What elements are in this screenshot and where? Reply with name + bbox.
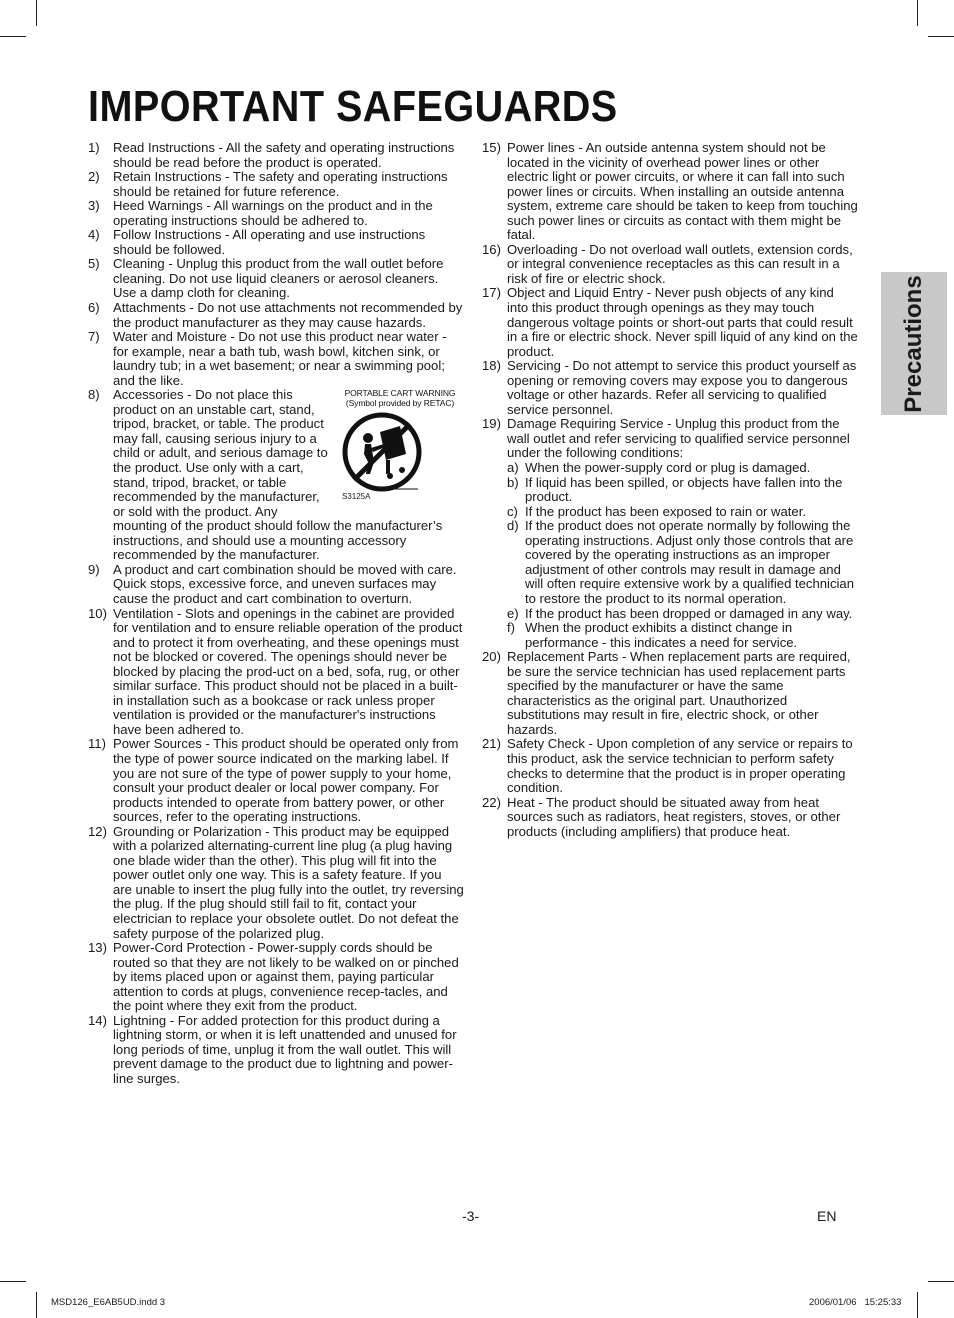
- safeguard-item: [88, 170, 464, 199]
- condition-text: When the power-supply cord or plug is damaged.: [525, 460, 811, 476]
- crop-mark: [928, 36, 954, 37]
- item-text: Damage Requiring Service - Unplug this product from the wall outlet and refer servicing to qualified service personnel under the following conditions:: [507, 416, 850, 461]
- condition-item: [507, 519, 858, 606]
- safeguard-item: [482, 650, 858, 737]
- condition-text: When the product exhibits a distinct change in performance - this indicates a need for service.: [525, 620, 798, 650]
- item-text: Follow Instructions - All operating and use instructions should be followed.: [113, 227, 426, 257]
- item-text: Overloading - Do not overload wall outlets, extension cords, or integral convenience receptacles as this can result in a risk of fire or electric shock.: [507, 241, 853, 286]
- crop-mark: [917, 1292, 918, 1318]
- item-number: 11): [88, 736, 106, 752]
- item-number: 22): [482, 794, 501, 810]
- safeguard-item: [482, 417, 858, 650]
- cart-symbol-code: S3125A: [342, 492, 371, 502]
- item-text: A product and cart combination should be moved with care. Quick stops, excessive force, and uneven surfaces may cause the product and cart combination to overturn.: [113, 561, 457, 606]
- crop-mark: [0, 36, 26, 37]
- item-text: Power-Cord Protection - Power-supply cords should be routed so that they are not likely to be walked on or pinched by items placed upon or against them, paying particular attention to cords at plugs, convenience recep-tacles, and the point where they exit from the product.: [113, 940, 459, 1014]
- item-number: 9): [88, 561, 100, 577]
- footer-timestamp: 2006/01/06 15:25:33: [809, 1297, 902, 1308]
- footer-file: MSD126_E6AB5UD.indd 3: [51, 1297, 166, 1308]
- item-number: 18): [482, 358, 501, 374]
- safeguard-item: [482, 141, 858, 243]
- crop-mark: [36, 1292, 37, 1318]
- section-tab: [881, 272, 947, 415]
- condition-list: [507, 461, 858, 650]
- safeguard-item: [88, 141, 464, 170]
- item-number: 14): [88, 1012, 107, 1028]
- safeguard-item: [88, 825, 464, 941]
- condition-text: If liquid has been spilled, or objects have fallen into the product.: [525, 474, 843, 505]
- condition-item: [507, 505, 858, 520]
- condition-item: [507, 621, 858, 650]
- item-number: 13): [88, 940, 107, 956]
- item-text: Object and Liquid Entry - Never push objects of any kind into this product through openings as they may touch dangerous voltage points or short-out parts that could result in a fire or electric shock. Never spill liquid of any kind on the product.: [507, 285, 858, 359]
- item-text: Retain Instructions - The safety and operating instructions should be retained for future reference.: [113, 169, 448, 199]
- crop-mark: [0, 1281, 26, 1282]
- safeguard-item: [482, 796, 858, 840]
- condition-letter: e): [507, 605, 519, 621]
- safeguard-item: [88, 330, 464, 388]
- condition-letter: d): [507, 518, 519, 534]
- cart-tipover-icon: [340, 410, 424, 494]
- item-text: Replacement Parts - When replacement parts are required, be sure the service technician has used replacement parts specified by the manufacturer or have the same characteristics as the original part. Unauthorized substitutions may result in fire, electric shock, or other hazards.: [507, 649, 851, 737]
- condition-letter: a): [507, 460, 519, 476]
- item-number: 7): [88, 329, 100, 345]
- item-number: 15): [482, 140, 501, 155]
- item-number: 16): [482, 241, 501, 257]
- crop-mark: [36, 0, 37, 26]
- safeguard-item: [482, 359, 858, 417]
- item-text: Heed Warnings - All warnings on the product and in the operating instructions should be adhered to.: [113, 198, 433, 228]
- item-text: Power Sources - This product should be operated only from the type of power source indicated on the marking label. If you are not sure of the type of power supply to your home, consult your product dealer or local power company. For products intended to operate from battery power, or other sources, refer to the operating instructions.: [113, 736, 459, 825]
- cart-caption-line1: PORTABLE CART WARNING: [344, 388, 456, 399]
- crop-mark: [917, 0, 918, 26]
- cart-caption-line2: (Symbol provided by RETAC): [345, 398, 455, 409]
- item-number: 12): [88, 823, 107, 839]
- safeguard-item: [88, 737, 464, 824]
- item-text: Heat - The product should be situated away from heat sources such as radiators, heat registers, stoves, or other products (including amplifiers) that produce heat.: [507, 794, 841, 839]
- safeguard-item: [88, 388, 464, 563]
- item-number: 10): [88, 605, 107, 621]
- cart-underline: [336, 488, 464, 490]
- item-number: 1): [88, 140, 100, 155]
- item-text: Water and Moisture - Do not use this product near water - for example, near a bath tub, wash bowl, kitchen sink, or laundry tub; in a wet basement; or near a swimming pool; and the like.: [113, 329, 447, 388]
- condition-item: [507, 476, 858, 505]
- item-number: 2): [88, 169, 100, 185]
- item-number: 5): [88, 256, 100, 272]
- item-number: 21): [482, 736, 501, 752]
- condition-letter: c): [507, 503, 518, 519]
- condition-text: If the product has been dropped or damaged in any way.: [525, 605, 853, 621]
- page-title: IMPORTANT SAFEGUARDS: [88, 82, 618, 131]
- item-text: Grounding or Polarization - This product may be equipped with a polarized alternating-current line plug (a plug having one blade wider than the other). This plug will fit into the power outlet only one way. This is a safety feature. If you are unable to insert the plug fully into the outlet, try reversing the plug. If the plug should still fail to fit, contact your electrician to replace your obsolete outlet. Do not defeat the safety purpose of the polarized plug.: [113, 823, 464, 941]
- item-number: 4): [88, 227, 100, 243]
- item-text: Read Instructions - All the safety and operating instructions should be read before the product is operated.: [113, 140, 455, 170]
- item-text: Cleaning - Unplug this product from the wall outlet before cleaning. Do not use liquid cleaners or aerosol cleaners. Use a damp cloth for cleaning.: [113, 256, 444, 301]
- safeguard-item: [482, 737, 858, 795]
- safeguard-item: [88, 607, 464, 738]
- item-text: Accessories - Do not place this product on an unstable cart, stand, tripod, bracket, or table. The product may fall, causing serious injury to a child or adult, and serious damage to the product. Use only with a cart, stand, tripod, bracket, or table recommended by the manufacturer, or sold with the product. Any mounting of the product should follow the manufacturer’s instructions, and should use a mounting accessory recommended by the manufacturer.: [113, 387, 443, 563]
- item-number: 17): [482, 285, 501, 301]
- condition-letter: f): [507, 620, 515, 636]
- item-number: 3): [88, 198, 100, 214]
- item-text: Safety Check - Upon completion of any service or repairs to this product, ask the service technician to perform safety checks to determine that the product is in proper operating condition.: [507, 736, 853, 796]
- item-text: Power lines - An outside antenna system should not be located in the vicinity of overhead power lines or other electric light or power circuits, or where it can fall into such power lines or circuits. When installing an outside antenna system, extreme care should be taken to keep from touching such power lines or circuits as contact with them might be fatal.: [507, 140, 858, 243]
- language-code: EN: [817, 1208, 837, 1224]
- safeguard-item: [88, 228, 464, 257]
- condition-letter: b): [507, 474, 519, 490]
- item-text: Attachments - Do not use attachments not recommended by the product manufacturer as they may cause hazards.: [113, 300, 463, 330]
- item-number: 19): [482, 416, 501, 432]
- safeguard-item: [88, 941, 464, 1014]
- condition-text: If the product does not operate normally by following the operating instructions. Adjust only those controls that are covered by the operating instructions as an improper adjustment of other controls may result in damage and will often require extensive work by a qualified technician to restore the product to its normal operation.: [525, 518, 854, 606]
- condition-item: [507, 607, 858, 622]
- item-number: 8): [88, 387, 100, 403]
- section-tab-label: Precautions: [900, 274, 927, 413]
- item-number: 20): [482, 649, 501, 665]
- item-text: Servicing - Do not attempt to service this product yourself as opening or removing covers may expose you to dangerous voltage or other hazards. Refer all servicing to qualified service personnel.: [507, 358, 857, 417]
- item-text: Lightning - For added protection for this product during a lightning storm, or when it is left unattended and unused for long periods of time, unplug it from the wall outlet. This will prevent damage to the product due to lightning and power-line surges.: [113, 1012, 457, 1086]
- item-number: 6): [88, 300, 100, 316]
- safeguard-item: [88, 199, 464, 228]
- left-column: [88, 141, 464, 1087]
- page-number: -3-: [462, 1208, 480, 1224]
- item-text: Ventilation - Slots and openings in the cabinet are provided for ventilation and to ensure reliable operation of the product and to protect it from overheating, and these openings must not be blocked or covered. The openings should never be blocked by placing the prod-uct on a bed, sofa, rug, or other similar surface. This product should not be placed in a built-in installation such as a bookcase or rack unless proper ventilation is provided or the manufacturer's instructions have been adhered to.: [113, 605, 463, 737]
- safeguard-item: [88, 563, 464, 607]
- condition-item: [507, 461, 858, 476]
- safeguard-item: [88, 1014, 464, 1087]
- condition-text: If the product has been exposed to rain or water.: [525, 503, 806, 519]
- safeguard-item: [88, 257, 464, 301]
- cart-warning-figure: [336, 388, 464, 506]
- crop-mark: [928, 1281, 954, 1282]
- right-column: [482, 141, 858, 839]
- safeguard-item: [482, 286, 858, 359]
- safeguard-item: [482, 243, 858, 287]
- safeguard-item: [88, 301, 464, 330]
